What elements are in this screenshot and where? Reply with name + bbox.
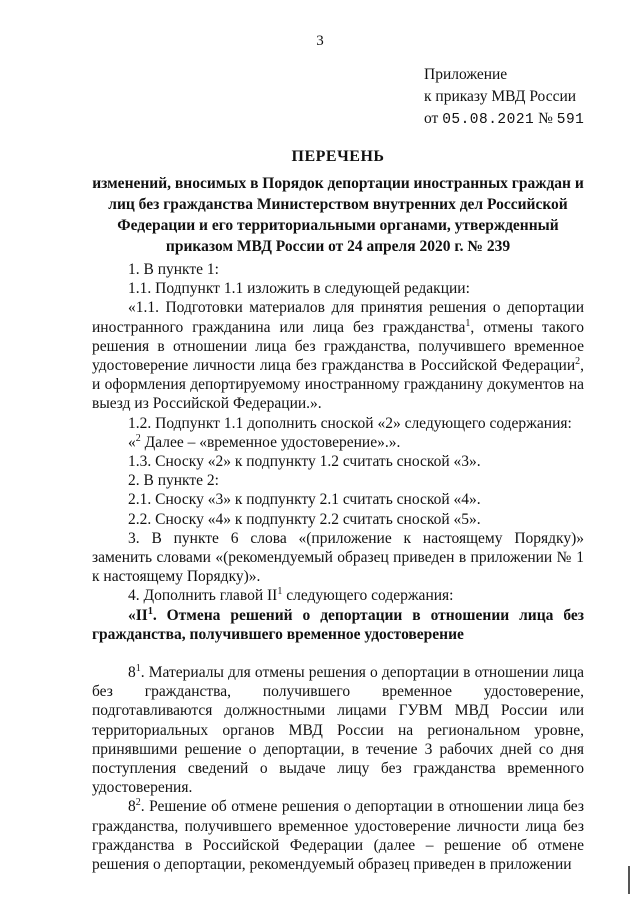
appendix-label: Приложение (424, 66, 508, 83)
paragraph-2-1: 2.1. Сноску «3» к подпункту 2.1 считать сноской «4». (128, 491, 481, 509)
footnote-ref: 1 (277, 586, 283, 598)
chapter-heading: «$II^1$. Отмена решений о депортации в отношении лица без гражданства, получившего временное удостоверение (92, 605, 584, 643)
paragraph-2-2: 2.2. Сноску «4» к подпункту 2.2 считать сноской «5». (128, 510, 481, 528)
paragraph-1-2: 1.2. Подпункт 1.1 дополнить сноской «2» следующего содержания: (128, 414, 572, 432)
appendix-order-ref: к приказу МВД России (424, 88, 577, 105)
paragraph-3: 3. В пункте 6 слова «(приложение к настоящему Порядку)» заменить словами «(рекомендуемый образец приведен в приложении № 1 к настоящему Порядку)». (92, 529, 584, 586)
paragraph-1-3: 1.3. Сноску «2» к подпункту 1.2 считать сноской «3». (128, 453, 481, 471)
appendix-header (424, 64, 584, 131)
paragraph-1-2-text: «$^2$ Далее – «временное удостоверение».». (128, 432, 401, 451)
page-number: 3 (316, 33, 324, 49)
date-prefix: от (424, 110, 439, 127)
document-title (92, 146, 584, 257)
footnote-ref: 2 (575, 355, 581, 367)
paragraph-1: 1. В пункте 1: (128, 261, 219, 278)
paragraph-4: 4. Дополнить главой $II^1$ следующего содержания: (128, 586, 454, 605)
appendix-date-line (424, 108, 584, 131)
paragraph-1-1-text: «1.1. Подготовки материалов для принятия решения о депортации иностранного гражданина или лица без гражданства$^1$, отмены такого решения в отношении лица без гражданства, получившего временное удостоверение личности лица без гражданства в Российской Федерации$^2$, и оформления депортируемому иностранному гражданину документов на выезд из Российской Федерации.». (92, 299, 584, 413)
title-subtitle: изменений, вносимых в Порядок депортации иностранных граждан и лиц без гражданства Министерством внутренних дел Российской Федерации и его территориальными органами, утвержденный приказом МВД России от 24 апреля 2020 г. № 239 (92, 175, 584, 255)
scan-margin-mark (628, 866, 633, 894)
spacer (92, 644, 584, 663)
number-prefix: № (538, 110, 553, 127)
paragraph-1-1: 1.1. Подпункт 1.1 изложить в следующей редакции: (128, 280, 470, 298)
footnote-ref: 1 (465, 317, 471, 329)
order-number: 591 (556, 112, 585, 128)
paragraph-2: 2. В пункте 2: (128, 472, 219, 490)
paragraph-8-2: $8^2$. Решение об отмене решения о депортации в отношении лица без гражданства, получившего временное удостоверение личности лица без гражданства в Российской Федерации (далее – решение об отмене решения о депортации, рекомендуемый образец приведен в приложении (92, 797, 584, 874)
footnote-ref: 2 (135, 432, 141, 444)
paragraph-8-1: $8^1$. Материалы для отмены решения о депортации в отношении лица без гражданства, получившего временное удостоверение, подготавливаются должностными лицами ГУВМ МВД России или территориальных органов МВД России на региональном уровне, принявшими решение о депортации, в течение 3 рабочих дней со дня поступления сведений о выдаче лицу без гражданства временного удостоверения. (92, 662, 584, 797)
title-main: ПЕРЕЧЕНЬ (291, 148, 385, 165)
order-date: 05.08.2021 (442, 112, 535, 128)
document-body (92, 260, 584, 874)
